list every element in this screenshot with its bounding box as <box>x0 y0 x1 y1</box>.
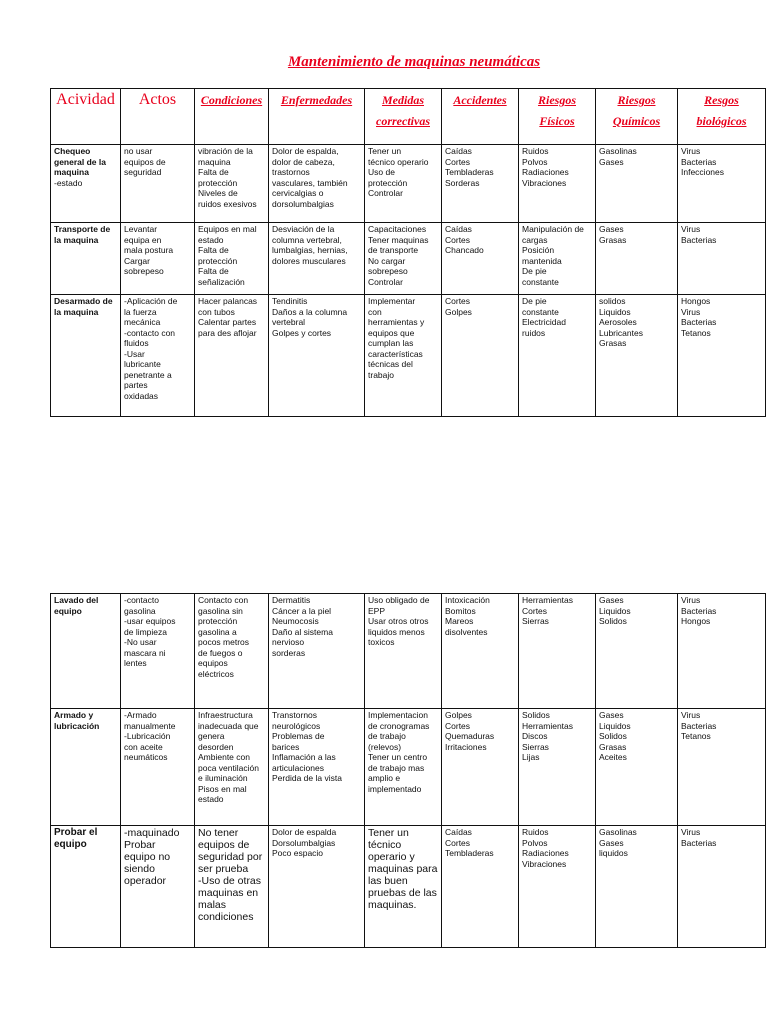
actos-cell: -contacto gasolina -usar equipos de limpieza -No usar mascara ni lentes <box>121 594 195 709</box>
table-row <box>51 295 766 417</box>
table-row <box>51 223 766 295</box>
riesgos-fisicos-cell: De pie constante Electricidad ruidos <box>519 295 596 417</box>
activity-sublabel: -estado <box>54 177 83 188</box>
condiciones-cell: Contacto con gasolina sin protección gasolina a pocos metros de fuegos o equipos eléctricos <box>195 594 269 709</box>
riesgos-quimicos-cell: solidos Liquidos Aerosoles Lubricantes Grasas <box>596 295 678 417</box>
condiciones-cell: Hacer palancas con tubos Calentar partes para des aflojar <box>195 295 269 417</box>
header-riesgos-biologicos: Resgos biológicos <box>678 89 766 145</box>
actos-cell: -Aplicación de la fuerza mecánica -contacto con fluidos -Usar lubricante penetrante a partes oxidadas <box>121 295 195 417</box>
accidentes-cell: Golpes Cortes Quemaduras Irritaciones <box>442 709 519 826</box>
riesgos-quimicos-cell: Gases Liquidos Solidos <box>596 594 678 709</box>
activity-cell: Transporte de la maquina <box>51 223 121 295</box>
riesgos-biologicos-cell: Virus Bacterias Infecciones <box>678 145 766 223</box>
header-riesgos-quimicos: Riesgos Químicos <box>596 89 678 145</box>
riesgos-fisicos-cell: Ruidos Polvos Radiaciones Vibraciones <box>519 826 596 948</box>
actos-cell: -Armado manualmente -Lubricación con aceite neumáticos <box>121 709 195 826</box>
header-medidas-correctivas: Medidas correctivas <box>365 89 442 145</box>
riesgos-quimicos-cell: Gases Grasas <box>596 223 678 295</box>
riesgos-fisicos-cell: Ruidos Polvos Radiaciones Vibraciones <box>519 145 596 223</box>
riesgos-quimicos-cell: Gases Liquidos Solidos Grasas Aceites <box>596 709 678 826</box>
table-row <box>51 145 766 223</box>
header-row <box>51 89 766 145</box>
enfermedades-cell: Dermatitis Cáncer a la piel Neumocosis Daño al sistema nervioso sorderas <box>269 594 365 709</box>
header-actividad: Acividad <box>51 89 121 145</box>
activity-cell: Armado y lubricación <box>51 709 121 826</box>
condiciones-cell: vibración de la maquina Falta de protección Niveles de ruidos exesivos <box>195 145 269 223</box>
accidentes-cell: Caídas Cortes Chancado <box>442 223 519 295</box>
medidas-cell: Uso obligado de EPP Usar otros otros liquidos menos toxicos <box>365 594 442 709</box>
enfermedades-cell: Dolor de espalda Dorsolumbalgias Poco espacio <box>269 826 365 948</box>
condiciones-cell: Equipos en mal estado Falta de protección Falta de señalización <box>195 223 269 295</box>
medidas-cell: Tener un técnico operario Uso de protección Controlar <box>365 145 442 223</box>
riesgos-biologicos-cell: Virus Bacterias Hongos <box>678 594 766 709</box>
medidas-cell: Capacitaciones Tener maquinas de transporte No cargar sobrepeso Controlar <box>365 223 442 295</box>
activity-label: Chequeo general de la maquina <box>54 146 106 177</box>
riesgos-fisicos-cell: Herramientas Cortes Sierras <box>519 594 596 709</box>
accidentes-cell: Caídas Cortes Tembladeras Sorderas <box>442 145 519 223</box>
riesgos-biologicos-cell: Virus Bacterias Tetanos <box>678 709 766 826</box>
accidentes-cell: Cortes Golpes <box>442 295 519 417</box>
condiciones-cell: Infraestructura inadecuada que genera desorden Ambiente con poca ventilación e iluminación Pisos en mal estado <box>195 709 269 826</box>
enfermedades-cell: Desviación de la columna vertebral, lumbalgias, hernias, dolores musculares <box>269 223 365 295</box>
activity-cell <box>51 145 121 223</box>
header-enfermedades: Enfermedades <box>269 89 365 145</box>
riesgos-fisicos-cell: Solidos Herramientas Discos Sierras Lijas <box>519 709 596 826</box>
enfermedades-cell: Dolor de espalda, dolor de cabeza, trastornos vasculares, también cervicalgias o dorsolumbalgias <box>269 145 365 223</box>
header-condiciones: Condiciones <box>195 89 269 145</box>
table-row <box>51 826 766 948</box>
header-riesgos-fisicos: Riesgos Físicos <box>519 89 596 145</box>
enfermedades-cell: Tendinitis Daños a la columna vertebral Golpes y cortes <box>269 295 365 417</box>
riesgos-biologicos-cell: Virus Bacterias <box>678 826 766 948</box>
enfermedades-cell: Transtornos neurológicos Problemas de barices Inflamación a las articulaciones Perdida de la vista <box>269 709 365 826</box>
medidas-cell: Implementar con herramientas y equipos que cumplan las características técnicas del trabajo <box>365 295 442 417</box>
activity-cell: Probar el equipo <box>51 826 121 948</box>
table-row <box>51 709 766 826</box>
table-row <box>51 594 766 709</box>
actos-cell: -maquinado Probar equipo no siendo operador <box>121 826 195 948</box>
risk-table-1 <box>50 88 766 417</box>
actos-cell: no usar equipos de seguridad <box>121 145 195 223</box>
riesgos-quimicos-cell: Gasolinas Gases liquidos <box>596 826 678 948</box>
header-actos: Actos <box>121 89 195 145</box>
header-accidentes: Accidentes <box>442 89 519 145</box>
riesgos-biologicos-cell: Hongos Virus Bacterias Tetanos <box>678 295 766 417</box>
activity-cell: Lavado del equipo <box>51 594 121 709</box>
condiciones-cell: No tener equipos de seguridad por ser prueba -Uso de otras maquinas en malas condiciones <box>195 826 269 948</box>
medidas-cell: Tener un técnico operario y maquinas para las buen pruebas de las maquinas. <box>365 826 442 948</box>
accidentes-cell: Caídas Cortes Tembladeras <box>442 826 519 948</box>
activity-cell: Desarmado de la maquina <box>51 295 121 417</box>
accidentes-cell: Intoxicación Bomitos Mareos disolventes <box>442 594 519 709</box>
medidas-cell: Implementacion de cronogramas de trabajo (relevos) Tener un centro de trabajo mas amplio e implementado <box>365 709 442 826</box>
actos-cell: Levantar equipa en mala postura Cargar sobrepeso <box>121 223 195 295</box>
riesgos-fisicos-cell: Manipulación de cargas Posición mantenida De pie constante <box>519 223 596 295</box>
riesgos-biologicos-cell: Virus Bacterias <box>678 223 766 295</box>
document-title: Mantenimiento de maquinas neumáticas <box>287 54 541 70</box>
risk-table-2 <box>50 593 766 948</box>
riesgos-quimicos-cell: Gasolinas Gases <box>596 145 678 223</box>
